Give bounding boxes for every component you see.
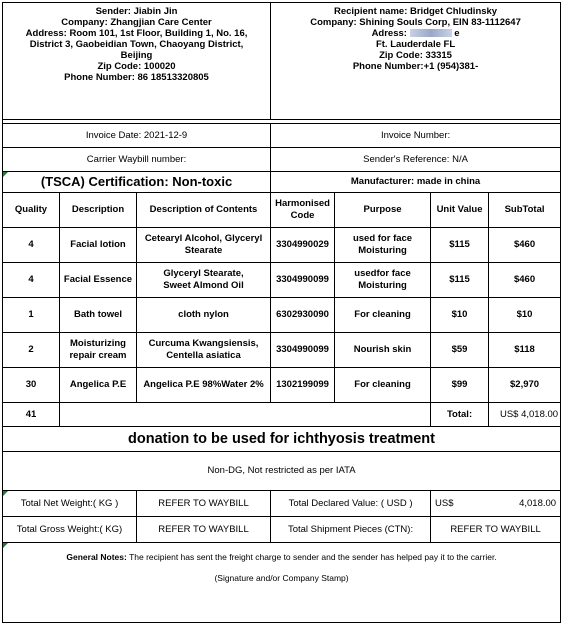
recipient-address-label: Adress: <box>371 28 407 39</box>
invoice-meta-row <box>3 124 561 148</box>
recipient-phone: Phone Number:+1 (954)381- <box>352 61 479 72</box>
cell-marker <box>3 172 8 177</box>
item-code: 1302199099 <box>271 368 335 403</box>
item-quantity: 2 <box>3 333 60 368</box>
table-row <box>3 228 561 263</box>
item-description: Facial lotion <box>60 228 137 263</box>
item-purpose: For cleaning <box>335 368 431 403</box>
cell-marker <box>3 543 8 548</box>
recipient-company: Company: Shining Souls Corp, EIN 83-1112647 <box>310 17 521 28</box>
item-code: 3304990099 <box>271 263 335 298</box>
item-contents: Cetearyl Alcohol, Glyceryl Stearate <box>137 228 271 263</box>
sender-name: Sender: Jiabin Jin <box>95 6 178 17</box>
item-subtotal: $460 <box>489 228 561 263</box>
non-dg-row <box>3 452 561 491</box>
donation-note: donation to be used for ichthyosis treatment <box>3 427 561 452</box>
declared-value-label: Total Declared Value: ( USD ) <box>271 491 431 517</box>
item-quantity: 4 <box>3 263 60 298</box>
table-row <box>3 368 561 403</box>
declared-currency: US$ <box>435 497 454 509</box>
general-notes <box>3 543 561 623</box>
item-purpose: used for face Moisturing <box>335 228 431 263</box>
item-contents: Curcuma Kwangsiensis, Centella asiatica <box>137 333 271 368</box>
notes-text: The recipient has sent the freight charge to sender and the sender has helped pay it to the carrier. <box>129 552 497 562</box>
non-dg-statement: Non-DG, Not restricted as per IATA <box>3 452 561 491</box>
notes-label: General Notes: <box>66 552 127 562</box>
item-unit-value: $115 <box>431 228 489 263</box>
carrier-waybill: Carrier Waybill number: <box>3 148 271 172</box>
header-unit-value: Unit Value <box>431 193 489 228</box>
net-weight-label <box>3 491 137 517</box>
item-description: Moisturizing repair cream <box>60 333 137 368</box>
declared-value <box>431 491 561 517</box>
pieces-label: Total Shipment Pieces (CTN): <box>271 517 431 543</box>
recipient-address-tail: e <box>454 28 460 39</box>
total-label: Total: <box>431 403 489 427</box>
item-unit-value: $10 <box>431 298 489 333</box>
item-quantity: 30 <box>3 368 60 403</box>
item-quantity: 4 <box>3 228 60 263</box>
redaction-mark <box>410 29 452 37</box>
invoice-sheet <box>2 2 560 602</box>
header-description: Description <box>60 193 137 228</box>
recipient-zip: Zip Code: 33315 <box>379 50 452 61</box>
total-quantity: 41 <box>3 403 60 427</box>
certification-row <box>3 172 561 193</box>
sender-company: Company: Zhangjian Care Center <box>61 17 212 28</box>
recipient-city: Ft. Lauderdale FL <box>375 39 456 50</box>
net-weight-label-text: Total Net Weight:( KG ) <box>20 497 119 509</box>
donation-row <box>3 427 561 452</box>
item-quantity: 1 <box>3 298 60 333</box>
gross-weight-label: Total Gross Weight:( KG) <box>3 517 137 543</box>
header-purpose: Purpose <box>335 193 431 228</box>
signature-line: (Signature and/or Company Stamp) <box>214 573 349 583</box>
notes-line <box>5 552 558 563</box>
item-code: 3304990099 <box>271 333 335 368</box>
item-description: Angelica P.E <box>60 368 137 403</box>
header-subtotal: SubTotal <box>489 193 561 228</box>
declared-amount: 4,018.00 <box>519 497 557 509</box>
totals-row <box>3 403 561 427</box>
table-row <box>3 298 561 333</box>
net-weight-row <box>3 491 561 517</box>
item-contents: Glyceryl Stearate, Sweet Almond Oil <box>137 263 271 298</box>
invoice-number: Invoice Number: <box>271 124 561 148</box>
header-contents: Description of Contents <box>137 193 271 228</box>
item-subtotal: $118 <box>489 333 561 368</box>
recipient-block <box>271 3 561 120</box>
gross-weight-value: REFER TO WAYBILL <box>137 517 271 543</box>
item-code: 3304990029 <box>271 228 335 263</box>
gross-weight-row <box>3 517 561 543</box>
item-contents: Angelica P.E 98%Water 2% <box>137 368 271 403</box>
invoice-table <box>2 2 561 623</box>
total-value: US$ 4,018.00 <box>489 403 561 427</box>
item-description: Bath towel <box>60 298 137 333</box>
cell-marker <box>3 491 8 496</box>
sender-zip: Zip Code: 100020 <box>97 61 176 72</box>
item-unit-value: $115 <box>431 263 489 298</box>
tsca-certification <box>3 172 271 193</box>
header-code: Harmonised Code <box>271 193 335 228</box>
recipient-address <box>273 28 558 39</box>
sender-reference: Sender's Reference: N/A <box>271 148 561 172</box>
header-quality: Quality <box>3 193 60 228</box>
notes-row <box>3 543 561 623</box>
item-purpose: Nourish skin <box>335 333 431 368</box>
item-subtotal: $10 <box>489 298 561 333</box>
item-purpose: usedfor face Moisturing <box>335 263 431 298</box>
sender-phone: Phone Number: 86 18513320805 <box>64 72 209 83</box>
item-contents: cloth nylon <box>137 298 271 333</box>
item-unit-value: $59 <box>431 333 489 368</box>
invoice-date: Invoice Date: 2021-12-9 <box>3 124 271 148</box>
net-weight-value: REFER TO WAYBILL <box>137 491 271 517</box>
item-code: 6302930090 <box>271 298 335 333</box>
item-purpose: For cleaning <box>335 298 431 333</box>
waybill-row <box>3 148 561 172</box>
items-header-row <box>3 193 561 228</box>
recipient-name: Recipient name: Bridget Chludinsky <box>333 6 498 17</box>
item-unit-value: $99 <box>431 368 489 403</box>
item-subtotal: $460 <box>489 263 561 298</box>
table-row <box>3 263 561 298</box>
sender-block <box>3 3 271 120</box>
pieces-value: REFER TO WAYBILL <box>431 517 561 543</box>
manufacturer: Manufacturer: made in china <box>271 172 561 193</box>
tsca-text: (TSCA) Certification: Non-toxic <box>40 174 233 189</box>
address-row <box>3 3 561 120</box>
item-subtotal: $2,970 <box>489 368 561 403</box>
totals-blank <box>60 403 431 427</box>
item-description: Facial Essence <box>60 263 137 298</box>
table-row <box>3 333 561 368</box>
sender-address: Address: Room 101, 1st Floor, Building 1, No. 16, District 3, Gaobeidian Town, Chaoyang District, Beijing <box>25 28 248 61</box>
